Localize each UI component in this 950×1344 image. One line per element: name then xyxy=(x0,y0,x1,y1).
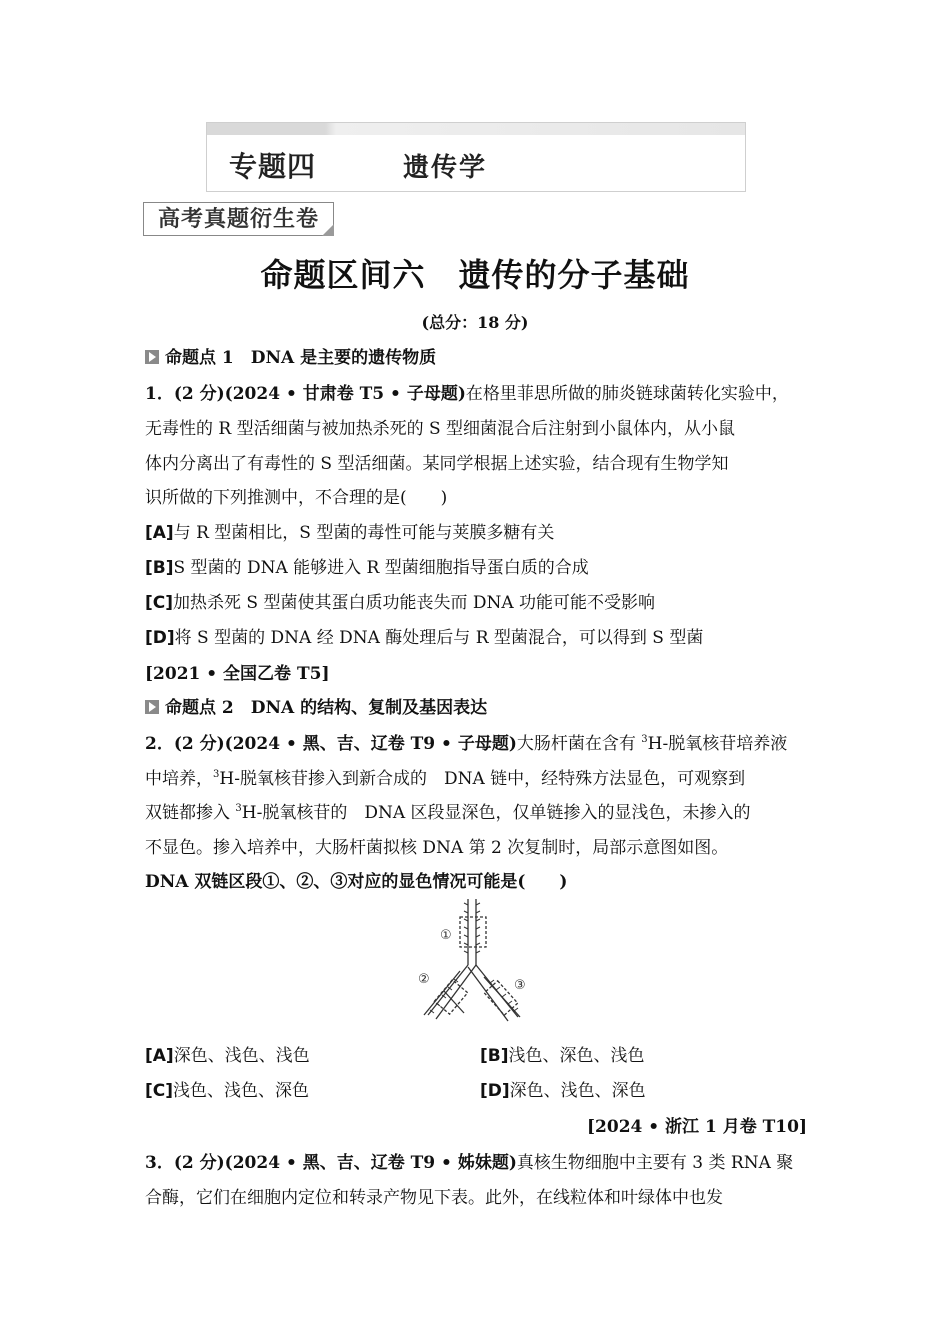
q2-option-b-letter: [B] xyxy=(480,1046,509,1066)
q2-line-5: DNA 双链区段①、②、③对应的显色情况可能是( ) xyxy=(145,872,568,892)
q1-stem-2: 无毒性的 R 型活细菌与被加热杀死的 S 型细菌混合后注射到小鼠体内，从小鼠 xyxy=(145,419,736,439)
q2-line-2 xyxy=(145,764,745,789)
q1-option-a-text: 与 R 型菌相比，S 型菌的毒性可能与荚膜多糖有关 xyxy=(173,523,555,543)
q2-text-3b: H-脱氧核苷的 DNA 区段显深色，仅单链掺入的显浅色，未掺入的 xyxy=(241,803,751,823)
q2-option-a-letter: [A] xyxy=(145,1046,174,1066)
q2-option-a[interactable] xyxy=(145,1041,310,1066)
q3-line-1 xyxy=(145,1148,793,1173)
q2-option-d[interactable] xyxy=(480,1076,646,1101)
q1-option-d-text: 将 S 型菌的 DNA 经 DNA 酶处理后与 R 型菌混合，可以得到 S 型菌 xyxy=(174,628,704,648)
dna-replication-fork-diagram xyxy=(410,895,540,1025)
section-heading-2 xyxy=(145,693,487,718)
q2-line-1 xyxy=(145,729,787,754)
q2-text-1b: H-脱氧核苷培养液 xyxy=(647,734,788,754)
page-title: 命题区间六 遗传的分子基础 xyxy=(260,256,690,294)
tag-corner-decoration xyxy=(322,224,334,236)
q2-reference: [2024 • 浙江 1 月卷 T10] xyxy=(587,1117,807,1137)
q1-number: 1．(2 分) xyxy=(145,384,225,404)
q1-stem-3: 体内分离出了有毒性的 S 型活细菌。某同学根据上述实验，结合现有生物学知 xyxy=(145,454,729,474)
banner-stripe xyxy=(207,123,745,135)
exam-type-tag xyxy=(143,202,334,236)
figure-label-2: ② xyxy=(418,972,430,987)
q2-sup-3: 3 xyxy=(235,803,242,814)
q2-sup-1: 3 xyxy=(641,734,648,745)
q1-option-a[interactable] xyxy=(145,518,554,543)
q2-text-3a: 双链都掺入 xyxy=(145,803,236,823)
q1-option-b-text: S 型菌的 DNA 能够进入 R 型菌细胞指导蛋白质的合成 xyxy=(173,558,589,578)
q1-option-b-letter: [B] xyxy=(145,558,174,578)
q3-source: (2024 • 黑、吉、辽卷 T9 • 姊妹题) xyxy=(224,1153,517,1173)
q1-line-1 xyxy=(145,379,789,404)
q2-option-c-text: 浅色、浅色、深色 xyxy=(173,1081,310,1101)
q1-option-c-letter: [C] xyxy=(145,593,174,613)
q2-option-c[interactable] xyxy=(145,1076,309,1101)
q1-option-a-letter: [A] xyxy=(145,523,174,543)
exam-type-label: 高考真题衍生卷 xyxy=(158,206,320,232)
q2-source: (2024 • 黑、吉、辽卷 T9 • 子母题) xyxy=(224,734,517,754)
section-2-label: 命题点 2 DNA 的结构、复制及基因表达 xyxy=(165,698,488,718)
figure-label-3: ③ xyxy=(514,978,526,993)
left-arm-outer xyxy=(428,965,468,1015)
banner-topic: 专题四 xyxy=(229,150,317,183)
q3-text-1: 真核生物细胞中主要有 3 类 RNA 聚 xyxy=(516,1153,794,1173)
q3-number: 3．(2 分) xyxy=(145,1153,225,1173)
q2-text-2b: H-脱氧核苷掺入到新合成的 DNA 链中，经特殊方法显色，可观察到 xyxy=(219,769,746,789)
q2-number: 2．(2 分) xyxy=(145,734,225,754)
q1-stem-4: 识所做的下列推测中，不合理的是( ) xyxy=(145,488,448,508)
q1-stem-1: 在格里菲思所做的肺炎链球菌转化实验中， xyxy=(465,384,789,404)
banner-subject: 遗传学 xyxy=(403,153,488,183)
q2-line-4: 不显色。掺入培养中，大肠杆菌拟核 DNA 第 2 次复制时，局部示意图如图。 xyxy=(145,838,729,858)
section-1-label: 命题点 1 DNA 是主要的遗传物质 xyxy=(165,348,437,368)
region-1-box xyxy=(460,917,486,947)
q1-option-b[interactable] xyxy=(145,553,589,578)
q2-option-d-text: 深色、浅色、深色 xyxy=(509,1081,646,1101)
q2-option-a-text: 深色、浅色、浅色 xyxy=(173,1046,310,1066)
q1-option-d-letter: [D] xyxy=(145,628,175,648)
q3-line-2: 合酶，它们在细胞内定位和转录产物见下表。此外，在线粒体和叶绿体中也发 xyxy=(145,1188,723,1208)
q2-sup-2: 3 xyxy=(213,769,220,780)
play-triangle-icon xyxy=(145,350,159,364)
q2-option-b[interactable] xyxy=(480,1041,645,1066)
q2-option-c-letter: [C] xyxy=(145,1081,174,1101)
q2-option-d-letter: [D] xyxy=(480,1081,510,1101)
total-score: (总分：18 分) xyxy=(421,313,529,332)
q1-reference: [2021 • 全国乙卷 T5] xyxy=(145,664,330,684)
figure-label-1: ① xyxy=(440,928,452,943)
chapter-banner xyxy=(206,122,746,192)
play-triangle-icon xyxy=(145,700,159,714)
q2-option-b-text: 浅色、深色、浅色 xyxy=(508,1046,645,1066)
q2-text-2a: 中培养， xyxy=(145,769,213,789)
q1-option-c-text: 加热杀死 S 型菌使其蛋白质功能丧失而 DNA 功能可能不受影响 xyxy=(173,593,656,613)
q1-option-d[interactable] xyxy=(145,623,703,648)
q1-option-c[interactable] xyxy=(145,588,655,613)
q2-text-1a: 大肠杆菌在含有 xyxy=(516,734,642,754)
q2-line-3 xyxy=(145,798,751,823)
q1-source: (2024 • 甘肃卷 T5 • 子母题) xyxy=(224,384,466,404)
section-heading-1 xyxy=(145,343,436,368)
